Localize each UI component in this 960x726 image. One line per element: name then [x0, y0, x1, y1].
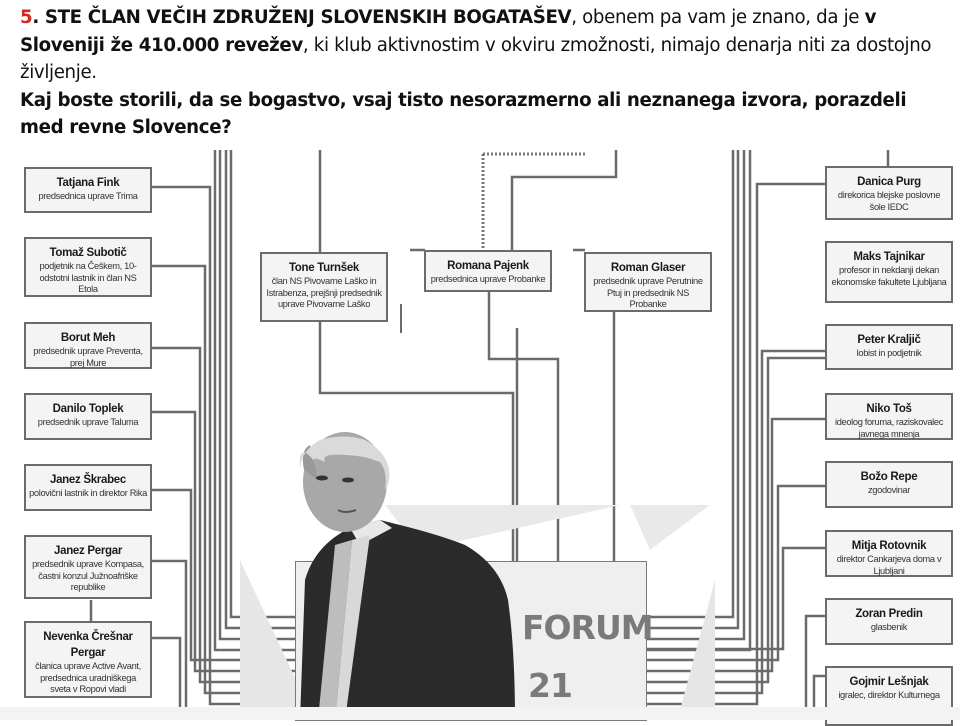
person-name: Borut Meh [60, 332, 116, 344]
person-role: predsednik uprave Perutnine Ptuj in predsednik NS Probanke [593, 276, 703, 309]
person-role: ideolog foruma, raziskovalec javnega mnenja [834, 417, 944, 439]
question-prompt [20, 87, 950, 142]
person-name: Tatjana Fink [56, 177, 120, 189]
person-role: igralec, direktor Kulturnega [838, 690, 940, 700]
person-role: predsednik uprave Preventa, prej Mure [33, 346, 143, 368]
person-name: Janez Škrabec [49, 474, 126, 486]
person-role: profesor in nekdanji dekan ekonomske fakultete Ljubljana [831, 265, 947, 287]
person-role: zgodovinar [868, 485, 910, 495]
person-name: Božo Repe [860, 471, 918, 483]
person-name: Tomaž Subotič [49, 247, 127, 259]
bottom-strip [0, 707, 960, 720]
person-name: Nevenka Črešnar Pergar [43, 631, 133, 659]
forum-number: 21 [528, 666, 572, 705]
person-role: glasbenik [870, 622, 908, 632]
person-role: polovični lastnik in direktor Rika [29, 488, 147, 498]
person-role: član NS Pivovarne Laško in Istrabenza, prejšnji predsednik uprave Pivovarne Laško [266, 276, 382, 309]
person-role: predsednik uprave Kompasa, častni konzul Južnoafriške republike [32, 559, 144, 592]
person-name: Danica Purg [857, 176, 921, 188]
person-role: predsednica uprave Trima [38, 191, 138, 201]
question-text [20, 4, 950, 142]
forum21-network-diagram [0, 150, 960, 720]
person-role: direkorica blejske poslovne šole IEDC [837, 190, 941, 212]
person-role: članica uprave Active Avant, predsednica uradniškega sveta v Ropovi vladi [35, 661, 141, 694]
question-statement [20, 4, 950, 87]
person-role: direktor Cankarjeva doma v Ljubljani [836, 554, 942, 576]
person-name: Zoran Predin [855, 608, 923, 620]
question-bold: Kaj boste storili, da se bogastvo, vsaj tisto nesorazmerno ali neznanega izvora, porazdeli med revne Slovence? [20, 89, 907, 138]
person-name: Mitja Rotovnik [851, 540, 927, 552]
person-photo [0, 150, 960, 720]
statement-bold-2: v Sloveniji že 410.000 revežev [20, 7, 877, 56]
question-number: 5 [20, 7, 33, 28]
person-name: Gojmir Lešnjak [849, 676, 929, 688]
forum-label: FORUM [522, 608, 653, 647]
person-name: Romana Pajenk [447, 260, 529, 272]
person-role: lobist in podjetnik [856, 348, 922, 358]
person-name: Peter Kraljič [857, 334, 921, 346]
person-name: Danilo Toplek [52, 403, 124, 415]
statement-text-1: , obenem pa vam je znano, da je [571, 7, 865, 28]
person-name: Roman Glaser [610, 262, 686, 274]
person-role: predsednica uprave Probanke [430, 274, 546, 284]
person-name: Niko Toš [866, 403, 912, 415]
person-name: Tone Turnšek [288, 262, 360, 274]
person-role: podjetnik na Češkem, 10-odstotni lastnik in član NS Etola [39, 261, 137, 294]
statement-bold-1: . STE ČLAN VEČIH ZDRUŽENJ SLOVENSKIH BOGATAŠEV [32, 7, 572, 28]
person-role: predsednik uprave Taluma [37, 417, 139, 427]
person-name: Maks Tajnikar [853, 251, 925, 263]
statement-text-2: , ki klub aktivnostim v okviru zmožnosti, nimajo denarja niti za dostojno življenje. [20, 34, 932, 83]
person-name: Janez Pergar [54, 545, 122, 557]
